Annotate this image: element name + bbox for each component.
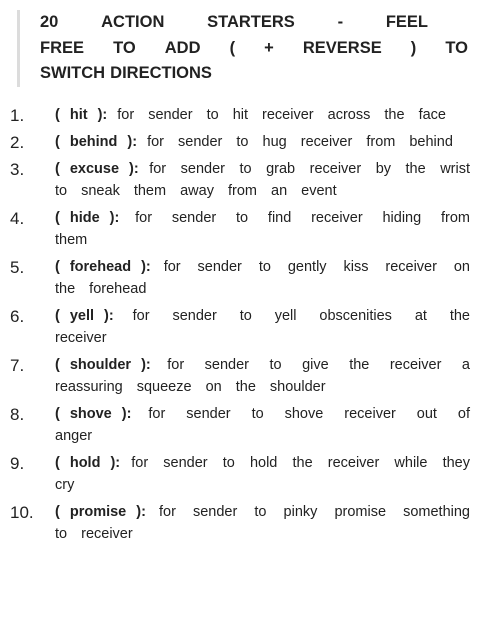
close-paren: ): bbox=[121, 406, 132, 422]
item-number: 9. bbox=[10, 454, 25, 473]
heading-line-3: SWITCH DIRECTIONS bbox=[40, 64, 212, 82]
close-paren: ): bbox=[109, 210, 120, 226]
heading-word: - bbox=[337, 13, 344, 31]
heading-line-1 bbox=[40, 10, 468, 36]
heading-word: REVERSE bbox=[302, 38, 382, 57]
item-description: for sender to hug receiver from behind bbox=[147, 134, 453, 150]
open-paren: ( bbox=[55, 161, 60, 177]
item-description: for sender to find receiver hiding from them bbox=[55, 210, 470, 248]
close-paren: ): bbox=[104, 308, 114, 324]
list-item bbox=[10, 354, 470, 398]
heading-word: 20 bbox=[40, 13, 59, 31]
keyword-word: promise bbox=[69, 504, 127, 520]
keyword-word: shoulder bbox=[69, 357, 132, 373]
close-paren: ): bbox=[141, 259, 151, 275]
item-keyword bbox=[55, 504, 146, 520]
open-paren: ( bbox=[55, 259, 60, 275]
item-keyword bbox=[55, 210, 119, 226]
item-number: 3. bbox=[10, 160, 25, 179]
post-heading bbox=[17, 10, 468, 87]
item-description: for sender to gently kiss receiver on the forehead bbox=[55, 259, 470, 297]
item-keyword bbox=[55, 308, 114, 324]
heading-word: STARTERS bbox=[207, 13, 295, 31]
open-paren: ( bbox=[55, 455, 60, 471]
heading-word: FEEL bbox=[385, 13, 428, 31]
item-number: 10. bbox=[10, 503, 34, 522]
keyword-word: yell bbox=[69, 308, 95, 324]
item-keyword bbox=[55, 455, 120, 471]
open-paren: ( bbox=[55, 504, 60, 520]
list-item bbox=[10, 104, 470, 126]
item-keyword bbox=[55, 406, 131, 422]
open-paren: ( bbox=[55, 357, 60, 373]
item-number: 7. bbox=[10, 356, 25, 375]
keyword-word: hold bbox=[69, 455, 101, 471]
keyword-word: forehead bbox=[69, 259, 132, 275]
item-keyword bbox=[55, 161, 139, 177]
item-description: for sender to shove receiver out of anger bbox=[55, 406, 470, 444]
close-paren: ): bbox=[110, 455, 121, 471]
item-number: 1. bbox=[10, 106, 25, 125]
list-item bbox=[10, 158, 470, 202]
close-paren: ): bbox=[129, 161, 139, 177]
item-keyword bbox=[55, 259, 151, 275]
heading-word: FREE bbox=[40, 38, 85, 57]
heading-word: ( bbox=[229, 38, 236, 57]
close-paren: ): bbox=[97, 107, 108, 123]
item-number: 6. bbox=[10, 307, 25, 326]
close-paren: ): bbox=[136, 504, 146, 520]
keyword-word: shove bbox=[69, 406, 112, 422]
heading-word: ACTION bbox=[101, 13, 165, 31]
list-item bbox=[10, 501, 470, 545]
item-description: for sender to pinky promise something to receiver bbox=[55, 504, 470, 542]
item-description: for sender to hold the receiver while they cry bbox=[55, 455, 470, 493]
item-description: for sender to grab receiver by the wrist to sneak them away from an event bbox=[55, 161, 470, 199]
heading-word: ) bbox=[410, 38, 417, 57]
close-paren: ): bbox=[141, 357, 151, 373]
action-starter-list bbox=[10, 104, 470, 550]
open-paren: ( bbox=[55, 210, 60, 226]
item-keyword bbox=[55, 134, 137, 150]
item-keyword bbox=[55, 357, 151, 373]
item-number: 5. bbox=[10, 258, 25, 277]
item-number: 2. bbox=[10, 133, 25, 152]
keyword-word: behind bbox=[69, 134, 118, 150]
open-paren: ( bbox=[55, 406, 60, 422]
list-item bbox=[10, 305, 470, 349]
open-paren: ( bbox=[55, 308, 60, 324]
heading-line-2 bbox=[40, 36, 468, 62]
list-item bbox=[10, 207, 470, 251]
keyword-word: excuse bbox=[69, 161, 120, 177]
open-paren: ( bbox=[55, 134, 60, 150]
item-description: for sender to hit receiver across the face bbox=[117, 107, 446, 123]
item-number: 8. bbox=[10, 405, 25, 424]
item-keyword bbox=[55, 107, 107, 123]
open-paren: ( bbox=[55, 107, 60, 123]
keyword-word: hit bbox=[69, 107, 88, 123]
heading-word: + bbox=[264, 38, 274, 57]
list-item bbox=[10, 403, 470, 447]
heading-word: TO bbox=[113, 38, 136, 57]
close-paren: ): bbox=[127, 134, 138, 150]
item-description: for sender to yell obscenities at the receiver bbox=[55, 308, 470, 346]
keyword-word: hide bbox=[69, 210, 100, 226]
heading-word: TO bbox=[445, 38, 468, 57]
item-description: for sender to give the receiver a reassuring squeeze on the shoulder bbox=[55, 357, 470, 395]
item-number: 4. bbox=[10, 209, 25, 228]
heading-word: ADD bbox=[164, 38, 201, 57]
list-item bbox=[10, 452, 470, 496]
list-item bbox=[10, 131, 470, 153]
list-item bbox=[10, 256, 470, 300]
